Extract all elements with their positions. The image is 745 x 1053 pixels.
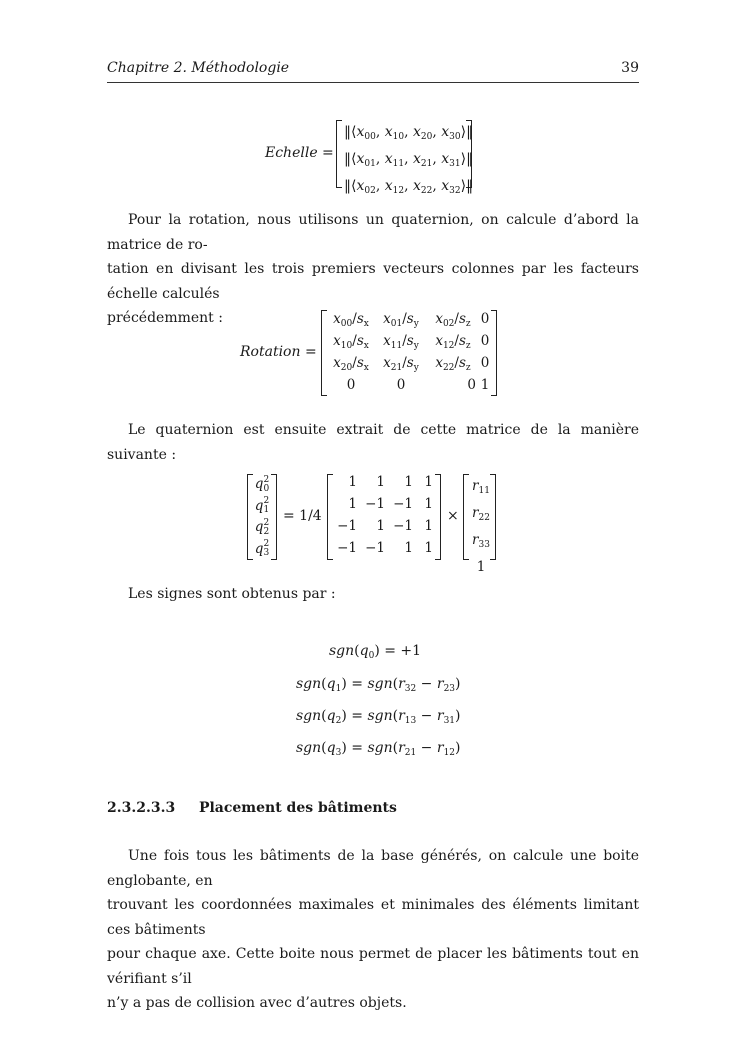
para-line: pour chaque axe. Cette boite nous permet de placer les bâtiments tout en vérifiant s’il (107, 946, 639, 987)
section-number: 2.3.2.3.3 (107, 800, 176, 816)
para-line: Une fois tous les bâtiments de la base générés, on calcule une boite englobante, en (107, 848, 639, 889)
para-line: tation en divisant les trois premiers vecteurs colonnes par les facteurs échelle calculés (107, 261, 639, 302)
bracket-left (321, 310, 327, 396)
echelle-rows (344, 121, 473, 202)
sign-eq-1: $sgn(q_1) = sgn(r_{32} - r_{23})$ (296, 676, 461, 694)
para-line: n’y a pas de collision avec d’autres objets. (107, 995, 407, 1011)
times-sign: × (447, 508, 459, 524)
rotation-lhs: Rotation = (240, 344, 317, 360)
sign-eq-2: $sgn(q_2) = sgn(r_{13} - r_{31})$ (296, 708, 461, 726)
rotation-matrix-body: $x_{00}/s_x$ $x_{01}/s_y$ $x_{02}/s_z$ 0 $x_{10}/s_x$ $x_{11}/s_y$ $x_{12}/s_z$ 0 $x_{20}/s_x$ $x_{21}/s_y$ $x_{22}/s_z$ 0 0 0 0 1 (333, 311, 490, 393)
page-number: 39 (621, 60, 639, 76)
bracket-left (336, 120, 342, 188)
paragraph-quaternion: Le quaternion est ensuite extrait de cette matrice de la manière suivante : (107, 422, 639, 463)
echelle-row: $‖⟨x_{02}$, $x_{12}$, $x_{22}$, $x_{32}⟩‖$ (344, 178, 474, 196)
para-line: précédemment : (107, 310, 223, 326)
r-vector: $r_{11}$ $r_{22}$ $r_{33}$ 1 (472, 478, 490, 575)
echelle-lhs: Echelle = (265, 145, 334, 161)
factor: = 1/4 (283, 508, 322, 524)
running-header (107, 60, 639, 83)
coef-matrix: 1 1 1 1 1 −1 −1 1 −1 1 −1 1 −1 −1 1 1 (337, 474, 433, 556)
q-vector: q2 0 q2 1 q2 2 q2 3 (254, 474, 270, 558)
section-heading (107, 800, 397, 816)
sign-eq-0: $sgn(q_0) = +1$ (329, 643, 422, 661)
section-title: Placement des bâtiments (198, 800, 397, 816)
chapter-title: Chapitre 2. Méthodologie (107, 60, 290, 76)
paragraph-signs: Les signes sont obtenus par : (128, 586, 336, 602)
para-line: trouvant les coordonnées maximales et minimales des éléments limitant ces bâtiments (107, 897, 639, 938)
paragraph-placement (107, 844, 639, 1016)
echelle-row: $‖⟨x_{00}$, $x_{10}$, $x_{20}$, $x_{30}⟩‖$ (344, 124, 474, 142)
sign-eq-3: $sgn(q_3) = sgn(r_{21} - r_{12})$ (296, 740, 461, 758)
para-line: Pour la rotation, nous utilisons un quaternion, on calcule d’abord la matrice de ro- (107, 212, 639, 253)
echelle-row: $‖⟨x_{01}$, $x_{11}$, $x_{21}$, $x_{31}⟩‖$ (344, 151, 474, 169)
